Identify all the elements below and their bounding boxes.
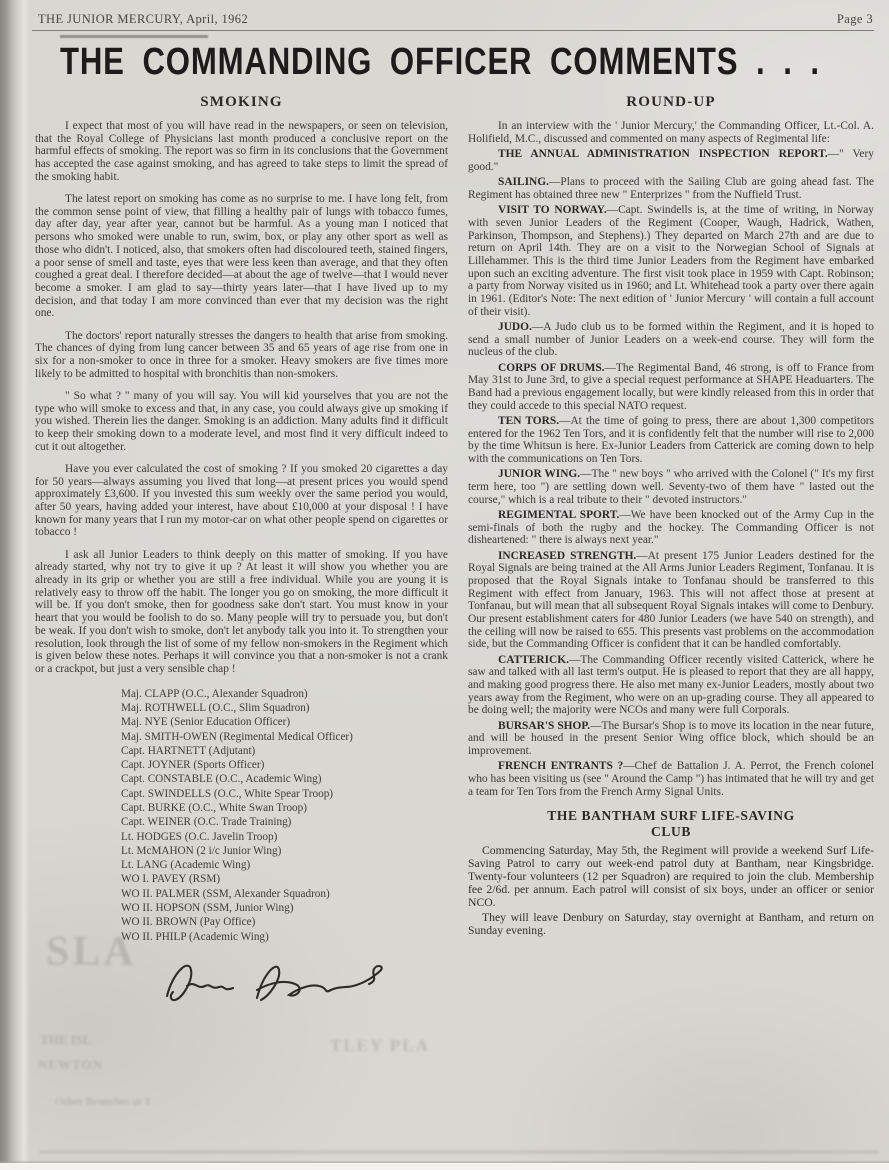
topic-text: —Plans to proceed with the Sailing Club are going ahead fast. The Regiment has obtained three new " Enterprizes " from the Nuffield Trust. — [468, 176, 874, 202]
smoking-paragraph: " So what ? " many of you will say. You will kid yourselves that you are not the type who will smoke to excess and that, in any case, you could always give up smoking if you wished. Therein lies the danger. Smoking is an addiction. Many adults find it difficult to keep their smoking down to a moderate level, and most find it very difficult indeed to cut it out altogether. — [35, 389, 448, 453]
officer-list-item: Lt. McMAHON (2 i/c Junior Wing) — [121, 844, 282, 857]
smoking-paragraph: The doctors' report naturally stresses the dangers to health that arise from smoking. The chances of dying from lung cancer between 35 and 65 years of age rise from one in six for a non-smoker to once in three for a smoker. Heavy smokers are five times more likely to be admitted to hospital with bronchitis than non-smokers. — [35, 329, 448, 380]
bantham-paragraph: They will leave Denbury on Saturday, stay overnight at Bantham, and return on Sunday evening. — [468, 911, 874, 938]
signature-image — [153, 952, 393, 1010]
topic-lead: TEN TORS. — [498, 414, 560, 427]
roundup-topic — [468, 204, 874, 318]
roundup-topic — [468, 654, 874, 718]
roundup-topic — [468, 415, 874, 466]
officer-list-item: WO I. PAVEY (RSM) — [121, 873, 221, 886]
header-rule-smudge — [60, 35, 208, 38]
smoking-paragraph: Have you ever calculated the cost of smoking ? If you smoked 20 cigarettes a day for 50 years—always assuming you lived that long—at present prices you would spend approximately £3,600. If you invested this sum weekly over the same period you would, after 50 years, having added your interest, have about £10,000 at your disposal ! I have known for many years that I run my motor-car on what other people spend on cigarettes or tobacco ! — [35, 462, 448, 539]
bleedthrough-band — [40, 1150, 879, 1154]
bleedthrough-text: SLA — [46, 929, 137, 975]
header-rule — [32, 30, 874, 31]
topic-text: —At present 175 Junior Leaders destined for the Royal Signals are being trained at the All Arms Junior Leaders Regiment, Tonfanau. It is proposed that the Royal Signals intake to Tonfanau should be transferred to this Regiment with effect from January, 1963. This will not affect those at present at Tonfanau, but will mean that all subsequent Royal Signals intakes will come to Denbury. Our present establishment caters for 480 Junior Leaders (we have 540 on strength), and the ceiling will now be raised to 655. This presents vast problems on the accommodation side, but the Commanding Officer is confident that it can be handled comfortably. — [468, 549, 874, 651]
topic-text: —" Very good." — [468, 148, 874, 174]
roundup-topic — [468, 148, 874, 173]
page-header — [0, 0, 889, 27]
topic-lead: CATTERICK. — [498, 653, 569, 666]
smoking-heading: SMOKING — [200, 94, 283, 110]
bantham-paragraph: Commencing Saturday, May 5th, the Regiment will provide a weekend Surf Life-Saving Patrol to carry out week-end patrol duty at Bantham, near Kingsbridge. Twenty-four volunteers (12 per Squadron) are required to join the club. Membership fee 2/6d. per annum. Each patrol will consist of six boys, under an officer or senior NCO. — [468, 844, 874, 910]
article-headline: THE COMMANDING OFFICER COMMENTS . . . — [60, 41, 820, 83]
officer-list-item: WO II. PALMER (SSM, Alexander Squadron) — [121, 887, 330, 900]
officer-list-item: Capt. BURKE (O.C., White Swan Troop) — [121, 802, 307, 814]
officer-list-item: Capt. JOYNER (Sports Officer) — [121, 759, 265, 772]
roundup-topic — [468, 321, 874, 359]
column-smoking — [35, 88, 448, 1010]
column-roundup — [468, 88, 874, 1010]
topic-lead: SAILING. — [498, 176, 549, 189]
officer-list-item: Lt. HODGES (O.C. Javelin Troop) — [121, 830, 278, 843]
roundup-heading: ROUND-UP — [626, 94, 716, 110]
officer-list-item: WO II. HOPSON (SSM, Junior Wing) — [121, 902, 294, 915]
officer-list-item: Maj. CLAPP (O.C., Alexander Squadron) — [121, 687, 308, 700]
page-number: Page 3 — [836, 12, 873, 26]
topic-text: —We have been knocked out of the Army Cup in the semi-finals of both the rugby and the hockey. The Commanding Officer is not disheartened: " there is always next year." — [468, 508, 874, 547]
bleedthrough-text: TLEY PLA — [330, 1036, 430, 1055]
smoking-paragraph: I ask all Junior Leaders to think deeply on this matter of smoking. If you have already started, why not try to give it up ? At least it will show you whether you are already in its grip or whether you are still a free individual. While you are young it is relatively easy to throw off the habit. The longer you go on smoking, the more difficult it will be. If you don't smoke, then for goodness sake don't start. You must know in your heart that you would be foolish to do so. Many people will try to persuade you, but don't be weak. If you don't wish to smoke, don't let anybody talk you into it. To strengthen your resolution, look through the list of some of my fellow non-smokers in the Regiment which is given below these notes. Perhaps it will convince you that a non-smoker is not a crank or a crackpot, but just a very sensible chap ! — [35, 548, 448, 675]
officer-list-item: WO II. BROWN (Pay Office) — [121, 916, 256, 929]
smoking-paragraph: I expect that most of you will have read in the newspapers, or seen on television, that the Royal College of Physicians last month produced a conclusive report on the harmful effects of smoking. The report was so firm in its conclusions that the Government has accepted the case against smoking, and has agreed to take steps to limit the spread of the smoking habit. — [35, 120, 448, 183]
scan-bottom-edge — [0, 1163, 889, 1170]
topic-text: —The " new boys " who arrived with the Colonel (" It's my first term here, too ") are settling down well. Seventy-two of them have " lasted out the course," which is a real tribute to their " devoted instructors." — [468, 468, 874, 506]
officer-list-item: Lt. LANG (Academic Wing) — [121, 859, 251, 872]
topic-text: —Capt. Swindells is, at the time of writing, in Norway with seven Junior Leaders of the Regiment (Cooper, Waugh, Hadrick, Wathen, Parkinson, Thompson, and Stephens).) They departed on March 27th and are due to return on April 14th. They are on a visit to the Norwegian School of Signals at Lillehammer. This is the third time Junior Leaders from the Regiment have embarked upon such an exciting adventure. The first visit took place in 1959 with Capt. Robinson; a party from Norway visited us in 1960; and Lt. Whitehead took a party over there again in 1961. (Editor's Note: The next edition of ' Junior Mercury ' will contain a full account of their visit). — [468, 204, 874, 318]
topic-text: —A Judo club us to be formed within the Regiment, and it is hoped to send a small number of Junior Leaders on a week-end course. They will form the nucleus of the club. — [468, 321, 874, 359]
topic-text: —Chef de Battalion J. A. Perrot, the French colonel who has been visiting us (see " Around the Camp ") has intimated that he will try and get a team for Ten Tors from the French Army Signal Units. — [468, 760, 874, 798]
roundup-topic — [468, 176, 874, 201]
topic-lead: INCREASED STRENGTH. — [498, 549, 637, 562]
officer-list-item: Maj. NYE (Senior Education Officer) — [121, 716, 291, 729]
masthead-title: THE JUNIOR MERCURY, April, 1962 — [38, 12, 249, 26]
officer-list-item: Capt. WEINER (O.C. Trade Training) — [121, 816, 292, 829]
roundup-topic — [468, 509, 874, 547]
officer-list-item: Capt. SWINDELLS (O.C., White Spear Troop) — [121, 787, 334, 800]
roundup-topic — [468, 760, 874, 798]
bleedthrough-text: THE ISL — [40, 1032, 92, 1047]
roundup-topic — [468, 720, 874, 758]
roundup-intro: In an interview with the ' Junior Mercury,' the Commanding Officer, Lt.-Col. A. Holifield, M.C., discussed and commented on many aspects of Regimental life: — [468, 120, 874, 145]
roundup-topic — [468, 550, 874, 652]
officer-list-item: Capt. HARTNETT (Adjutant) — [121, 744, 256, 757]
officer-list-item: Capt. CONSTABLE (O.C., Academic Wing) — [121, 773, 322, 786]
topic-text: —The Regimental Band, 46 strong, is off to France from May 31st to June 3rd, to give a special request performance at SHAPE Headuarters. The Band had a previous engagement locally, but were kindly released from this in order that they could accede to this special NATO request. — [468, 361, 874, 412]
topic-lead: BURSAR'S SHOP. — [498, 719, 591, 732]
roundup-topic — [468, 362, 874, 413]
non-smokers-list — [121, 687, 448, 944]
topic-text: —At the time of going to press, there are about 1,300 competitors entered for the 1962 Ten Tors, and it is confidently felt that the number will rise to 2,000 by the time Whitsun is here. Ex-Junior Leaders from Catterick are coming down to help with the communications on Ten Tors. — [468, 414, 874, 466]
article-columns — [0, 84, 889, 1010]
officer-list-item: WO II. PHILP (Academic Wing) — [121, 930, 269, 943]
topic-lead: JUNIOR WING. — [498, 468, 581, 481]
smoking-paragraph: The latest report on smoking has come as no surprise to me. I have long felt, from the common sense point of view, that filling a healthy pair of lungs with tobacco fumes, day after day, year after year, cannot but be harmful. As a young man I noticed that persons who smoked were unable to run, swim, box, or play any other sport as well as those who didn't. I noticed, also, that smokers often had discoloured teeth, stained fingers, a poor sense of smell and taste, eyes that were less keen than average, and that they often coughed a great deal. I therefore decided—at about the age of twelve—that I would never become a smoker. I am glad to say—thirty years later—that I have lived up to my decision, and that today I am more convinced than ever that my decision was the right one. — [35, 193, 448, 320]
topic-lead: REGIMENTAL SPORT. — [498, 508, 620, 521]
officer-list-item: Maj. SMITH-OWEN (Regimental Medical Officer) — [121, 730, 353, 743]
bleedthrough-text: NEWTON — [38, 1057, 103, 1072]
topic-text: —The Commanding Officer recently visited Catterick, where he saw and talked with all last term's output. He is pleased to report that they are all happy, and making good progress there. He also met many ex-Junior Leaders, mostly about two years away from the Regiment, who were on an up-grading course. They all appeared to be doing well; the majority were NCOs and many were full Corporals. — [468, 653, 874, 717]
topic-lead: CORPS OF DRUMS. — [498, 361, 605, 374]
topic-text: —The Bursar's Shop is to move its location in the near future, and will be housed in the present Senior Wing office block, which should be an improvement. — [468, 719, 874, 758]
topic-lead: FRENCH ENTRANTS ? — [498, 760, 624, 773]
officer-list-item: Maj. ROTHWELL (O.C., Slim Squadron) — [121, 701, 310, 714]
bantham-heading — [468, 808, 874, 839]
bantham-heading-line2: CLUB — [651, 823, 691, 839]
topic-lead: THE ANNUAL ADMINISTRATION INSPECTION REPORT. — [498, 148, 828, 161]
topic-lead: VISIT TO NORWAY. — [498, 204, 607, 217]
bleedthrough-text: Other Branches at T — [55, 1096, 152, 1108]
roundup-topic — [468, 468, 874, 506]
signature-block — [153, 952, 448, 1010]
topic-lead: JUDO. — [498, 321, 532, 334]
bantham-heading-line1: THE BANTHAM SURF LIFE-SAVING — [547, 808, 795, 824]
